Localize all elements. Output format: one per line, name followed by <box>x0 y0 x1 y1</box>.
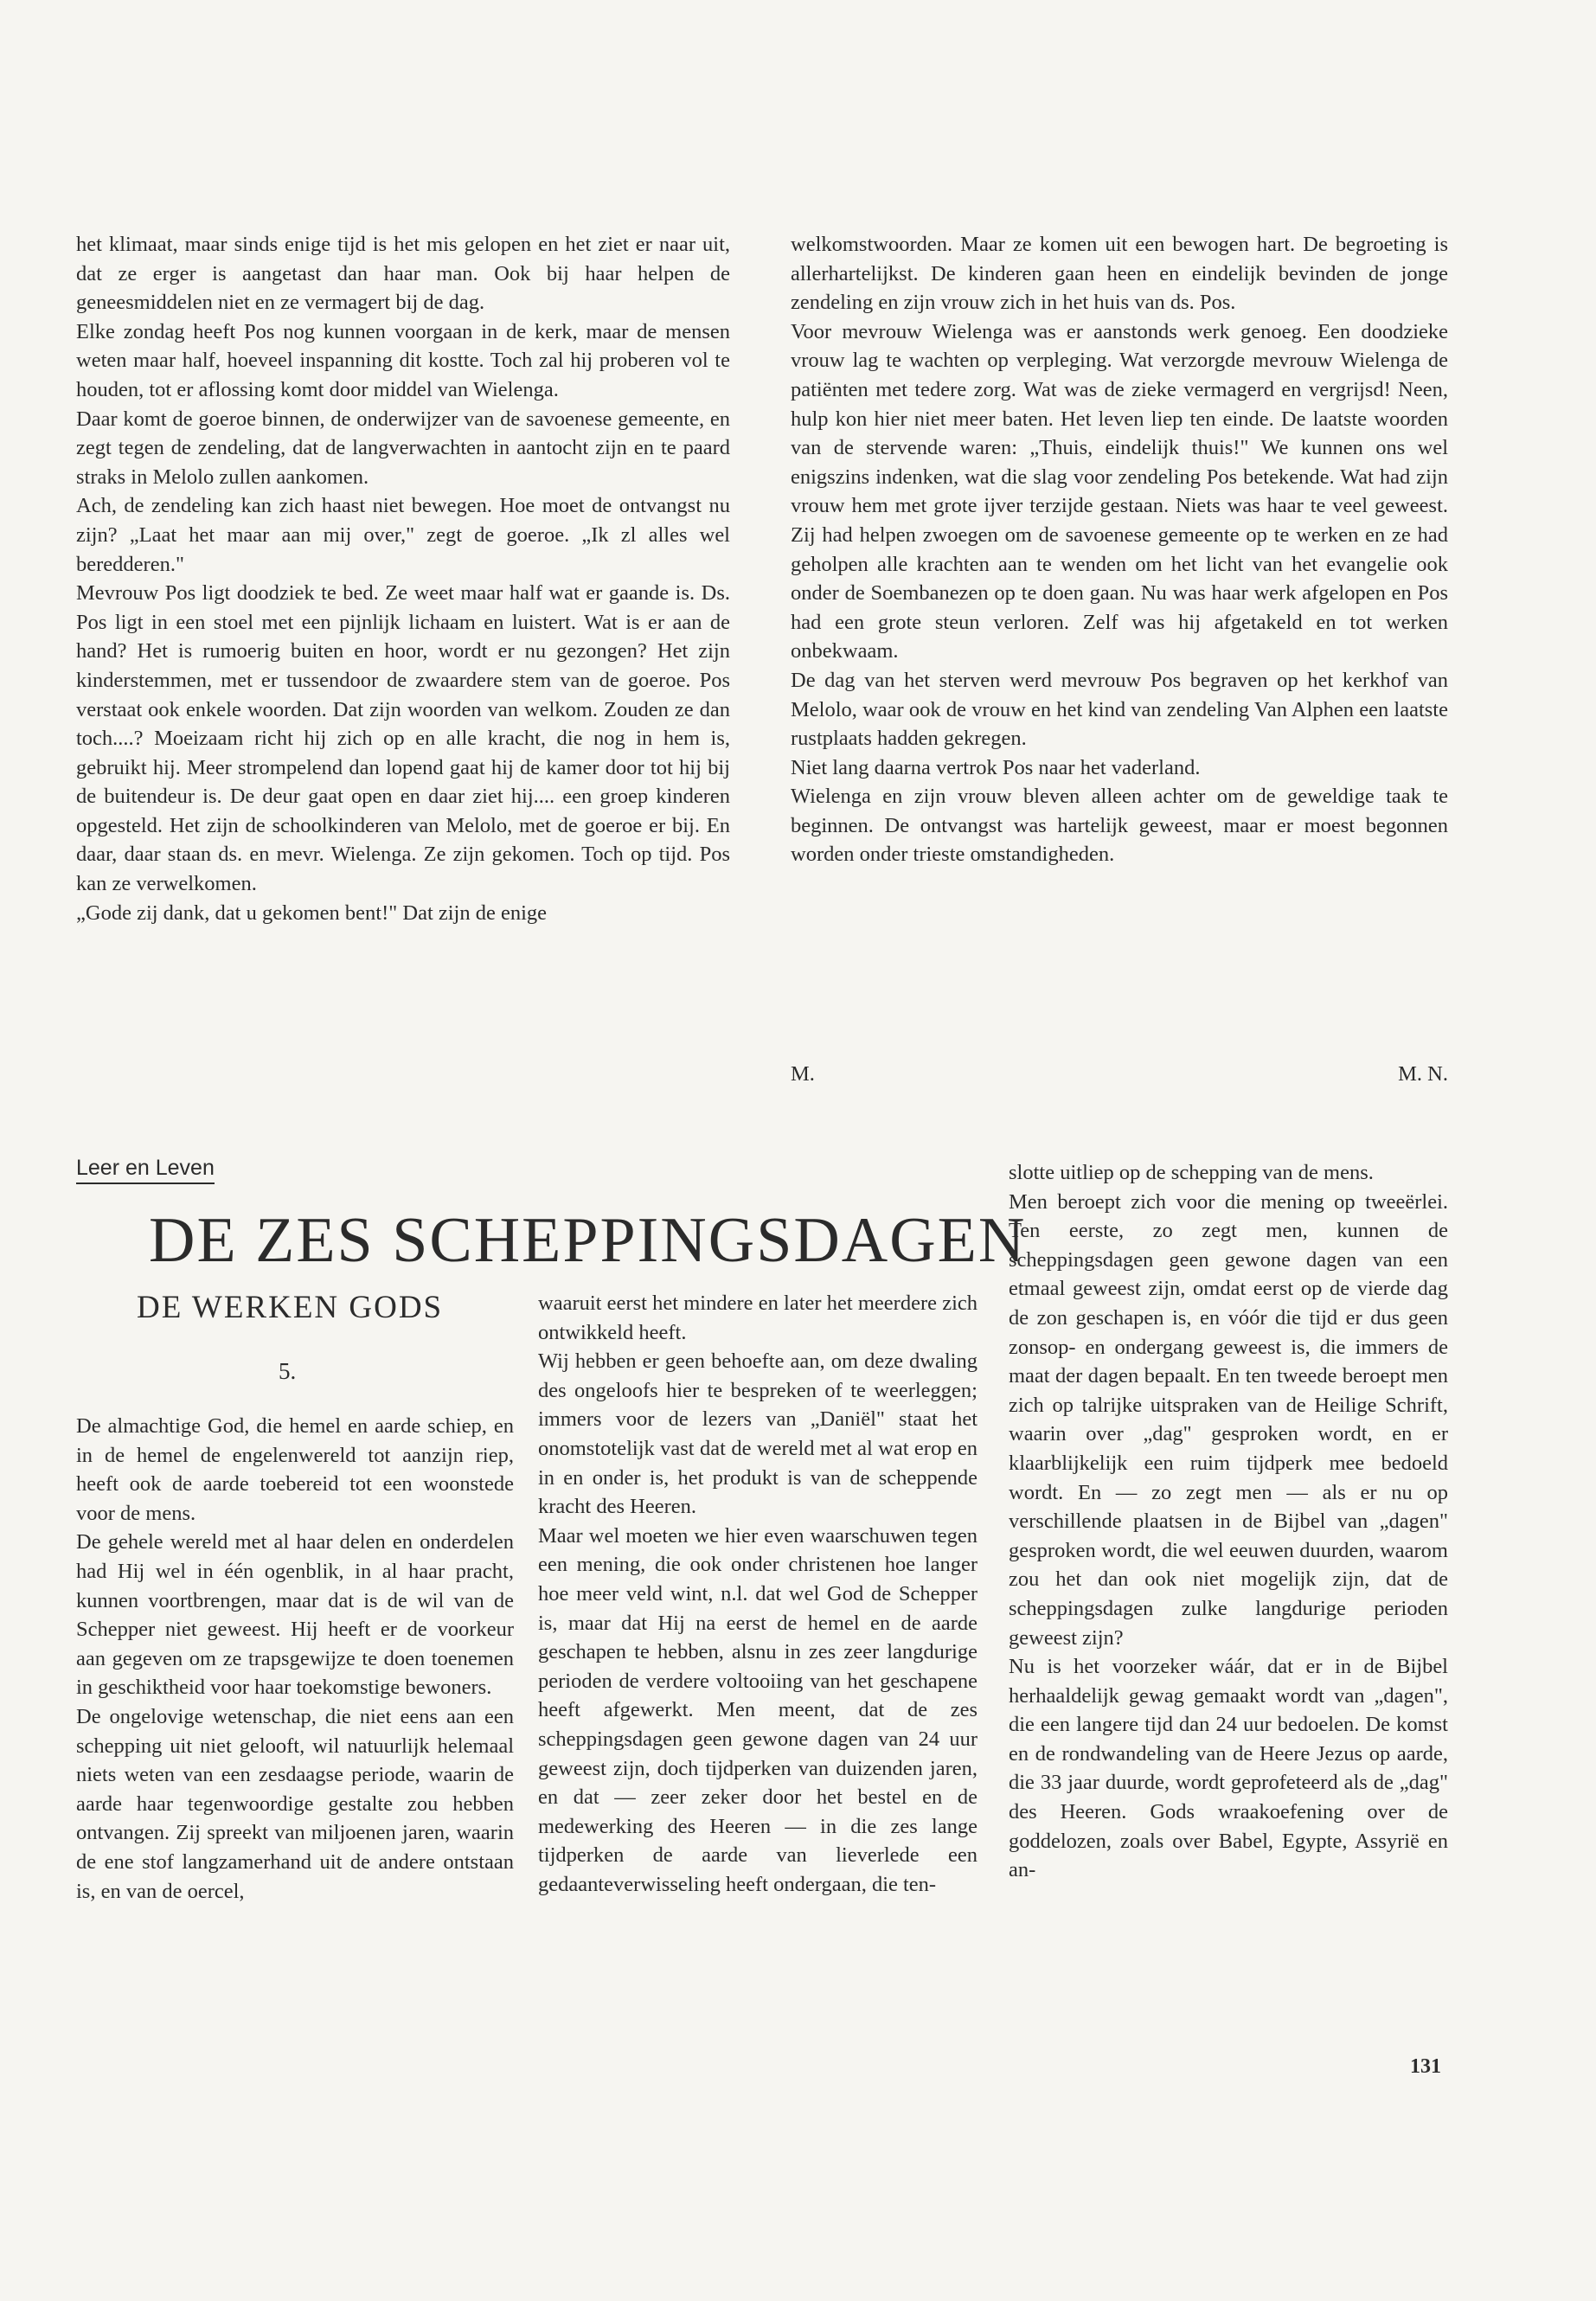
paragraph: Wij hebben er geen behoefte aan, om deze dwaling des ongeloofs hier te bespreken of te weerleggen; immers voor de lezers van „Daniël" staat het onomstotelijk vast dat de wereld met al wat erop en in en onder is, het produkt is van de scheppende kracht des Heeren. <box>538 1349 977 1519</box>
paragraph: Daar komt de goeroe binnen, de onderwijzer van de savoenese gemeente, en zegt tegen de zendeling, dat de langverwachten in aantocht zijn en te paard straks in Melolo zullen aankomen. <box>76 407 730 489</box>
paragraph: Men beroept zich voor die mening op tweeërlei. Ten eerste, zo zegt men, kunnen de scheppingsdagen geen gewone dagen van een etmaal geweest zijn, omdat eerst op de vierde dag de zon geschapen is, en vóór die tijd er dus geen zonsop- en ondergang geweest is, die immers de maat der dagen bepaalt. En ten tweede beroept men zich op talrijke uitspraken van de Heilige Schrift, waarin over „dag" gesproken wordt, en er klaarblijkelijk een ruim tijdperk mee bedoeld wordt. En — zo zegt men — als er nu op verschillende plaatsen in de Bijbel van „dagen" gesproken wordt, die wel eeuwen duurden, waarom zou het dan ook niet mogelijk zijn, dat de scheppingsdagen zulke langdurige perioden geweest zijn? <box>1009 1189 1448 1650</box>
paragraph: Maar wel moeten we hier even waarschuwen tegen een mening, die ook onder christenen hoe langer hoe meer veld wint, n.l. dat wel God de Schepper is, maar dat Hij na eerst de hemel en de aarde geschapen te hebben, alsnu in zes zeer langdurige perioden de verdere voltooiing van het geschapene heeft afgewerkt. Men meent, dat de zes scheppingsdagen geen gewone dagen van 24 uur geweest zijn, doch tijdperken van duizenden jaren, en dat — zeer zeker door het bestel en de medewerking des Heeren — in die zes lange tijdperken de aarde van lieverlede een gedaanteverwisseling heeft ondergaan, die ten- <box>538 1523 977 1896</box>
top-right-column <box>791 230 1448 869</box>
signature-left: M. <box>791 1062 815 1086</box>
paragraph: welkomstwoorden. Maar ze komen uit een bewogen hart. De begroeting is allerhartelijkst. De kinderen gaan heen en eindelijk bevinden de jonge zendeling en zijn vrouw zich in het huis van ds. Pos. <box>791 233 1448 315</box>
paragraph: Voor mevrouw Wielenga was er aanstonds werk genoeg. Een doodzieke vrouw lag te wachten op verpleging. Wat verzorgde mevrouw Wielenga de patiënten met tedere zorg. Wat was de zieke vermagerd en vergrijsd! Neen, hulp kon hier niet meer baten. Het leven liep ten einde. De laatste woorden van de stervende waren: „Thuis, eindelijk thuis!" We kunnen ons wel enigszins indenken, wat die slag voor zendeling Pos betekende. Wat had zijn vrouw hem met grote ijver terzijde gestaan. Niets was haar te veel geweest. Zij had helpen zwoegen om de savoenese gemeente op te werken en ze had geholpen alle krachten aan te wenden om het licht van het evangelie ook onder de Soembanezen op te doen gaan. Nu was haar werk afgelopen en Pos had een grote steun verloren. Zelf was hij afgetakeld en tot werken onbekwaam. <box>791 319 1448 663</box>
article-column-right <box>1009 1158 1448 1885</box>
article-title: DE ZES SCHEPPINGSDAGEN <box>149 1205 1027 1276</box>
paragraph: waaruit eerst het mindere en later het meerdere zich ontwikkeld heeft. <box>538 1292 977 1344</box>
paragraph: „Gode zij dank, dat u gekomen bent!" Dat zijn de enige <box>76 901 548 925</box>
paragraph: Elke zondag heeft Pos nog kunnen voorgaan in de kerk, maar de mensen weten maar half, hoeveel inspanning dit kostte. Toch zal hij proberen vol te houden, tot er aflossing komt door middel van Wielenga. <box>76 319 730 401</box>
signature-row <box>791 1062 1448 1086</box>
paragraph: Niet lang daarna vertrok Pos naar het vaderland. <box>791 755 1201 779</box>
paragraph: De almachtige God, die hemel en aarde schiep, en in de hemel de engelenwereld tot aanzijn riep, heeft ook de aarde toebereid tot een woonstede voor de mens. <box>76 1414 514 1525</box>
paragraph: Ach, de zendeling kan zich haast niet bewegen. Hoe moet de ontvangst nu zijn? „Laat het maar aan mij over," zegt de goeroe. „Ik zl alles wel beredderen." <box>76 494 730 576</box>
article-column-middle <box>538 1289 977 1899</box>
paragraph: Nu is het voorzeker wáár, dat er in de Bijbel herhaaldelijk gewag gemaakt wordt van „dagen", die een langere tijd dan 24 uur bedoelen. De komst en de rondwandeling van de Heere Jezus op aarde, die 33 jaar duurde, wordt geprofeteerd als de „dag" des Heeren. Gods wraakoefening over de goddelozen, zoals over Babel, Egypte, Assyrië en an- <box>1009 1655 1448 1882</box>
article-column-left <box>76 1412 514 1906</box>
paragraph: Wielenga en zijn vrouw bleven alleen achter om de geweldige taak te beginnen. De ontvangst was hartelijk geweest, maar er moest begonnen worden onder trieste omstandigheden. <box>791 785 1448 867</box>
top-left-column <box>76 230 730 927</box>
paragraph: De gehele wereld met al haar delen en onderdelen had Hij wel in één ogenblik, in al haar pracht, kunnen voortbrengen, maar dat is de wil van de Schepper niet geweest. Hij heeft er de voorkeur aan gegeven om ze trapsgewijze te doen toenemen in geschiktheid voor haar toekomstige bewoners. <box>76 1530 514 1700</box>
page-number: 131 <box>1410 2055 1441 2078</box>
signature-right: M. N. <box>1398 1062 1448 1086</box>
article-part-number: 5. <box>279 1358 297 1384</box>
paragraph: Mevrouw Pos ligt doodziek te bed. Ze weet maar half wat er gaande is. Ds. Pos ligt in een stoel met een pijnlijk lichaam en luistert. Wat is er aan de hand? Het is rumoerig buiten en hoor, wordt er nu gezongen? Het zijn kinderstemmen, met er tussendoor de zwaardere stem van de goeroe. Pos verstaat ook enkele woorden. Dat zijn woorden van welkom. Zouden ze dan toch....? Moeizaam richt hij zich op en alle kracht, die nog in hem is, gebruikt hij. Meer strompelend dan lopend gaat hij de kamer door tot hij bij de buitendeur is. De deur gaat open en daar ziet hij.... een groep kinderen opgesteld. Het zijn de schoolkinderen van Melolo, met de goeroe er bij. En daar, daar staan ds. en mevr. Wielenga. Ze zijn gekomen. Toch op tijd. Pos kan ze verwelkomen. <box>76 581 730 896</box>
article-subtitle: DE WERKEN GODS <box>137 1290 444 1325</box>
section-label: Leer en Leven <box>76 1156 215 1184</box>
paragraph: De ongelovige wetenschap, die niet eens aan een schepping uit niet gelooft, wil natuurlijk helemaal niets weten van een zesdaagse periode, waarin de aarde haar tegenwoordige gestalte zou hebben ontvangen. Zij spreekt van miljoenen jaren, waarin de ene stof langzamerhand uit de andere ontstaan is, en van de oercel, <box>76 1704 514 1903</box>
paragraph: het klimaat, maar sinds enige tijd is het mis gelopen en het ziet er naar uit, dat ze erger is aangetast dan haar man. Ook bij haar helpen de geneesmiddelen niet en ze vermagert bij de dag. <box>76 233 730 315</box>
paragraph: De dag van het sterven werd mevrouw Pos begraven op het kerkhof van Melolo, waar ook de vrouw en het kind van zendeling Van Alphen een laatste rustplaats hadden gekregen. <box>791 668 1448 751</box>
paragraph: slotte uitliep op de schepping van de mens. <box>1009 1161 1374 1184</box>
